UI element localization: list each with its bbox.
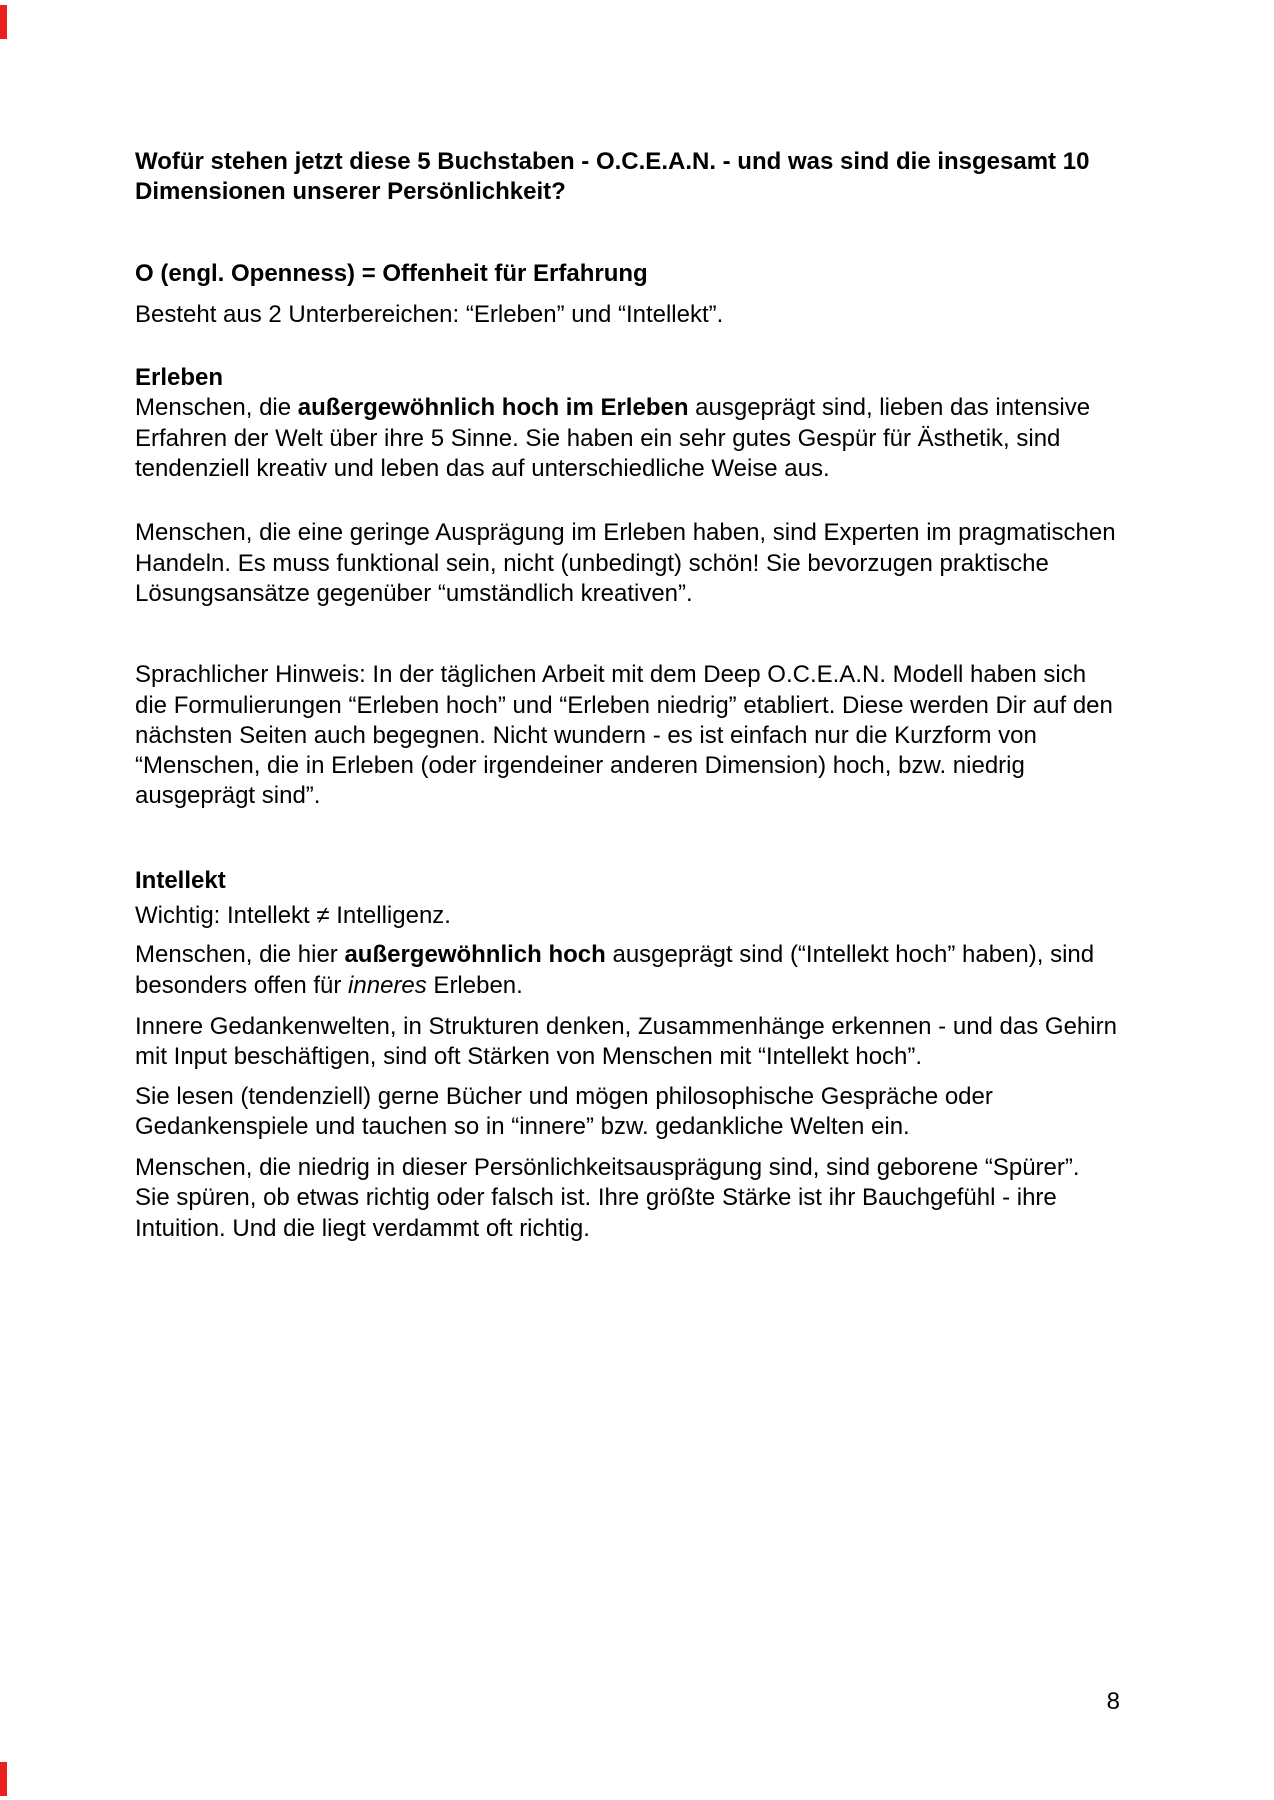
text-run: Menschen, die — [135, 394, 298, 422]
red-edge-mark-bottom — [0, 1762, 7, 1796]
text-run: außergewöhnlich hoch im Erleben — [297, 394, 689, 422]
text-run: Erleben — [135, 364, 224, 392]
text-run: Innere Gedankenwelten, in Strukturen denken, Zusammenhänge erkennen - und das Gehirn — [135, 1012, 1117, 1040]
text-run: ausgeprägt sind (“Intellekt hoch” haben), sind — [605, 941, 1095, 969]
text-run: Erfahren der Welt über ihre 5 Sinne. Sie haben ein sehr gutes Gespür für Ästhetik, sind — [135, 424, 1061, 452]
text-run: besonders offen für — [135, 971, 349, 999]
text-run: O (engl. Openness) = Offenheit für Erfahrung — [135, 259, 648, 287]
text-run: Menschen, die niedrig in dieser Persönlichkeitsausprägung sind, sind geborene “Spürer”. — [135, 1154, 1080, 1182]
paragraph — [135, 660, 1195, 811]
text-run: ausgeprägt sind, lieben das intensive — [688, 394, 1091, 422]
text-run: die Formulierungen “Erleben hoch” und “Erleben niedrig” etabliert. Diese werden Dir auf den — [135, 691, 1113, 719]
text-run: Menschen, die hier — [135, 941, 345, 969]
heading1 — [135, 147, 1195, 208]
paragraph — [135, 363, 1195, 484]
paragraph — [135, 300, 1195, 330]
text-run: Gedankenspiele und tauchen so in “innere” bzw. gedankliche Welten ein. — [135, 1112, 910, 1140]
subheading — [135, 866, 1195, 896]
text-run: Wichtig: Intellekt ≠ Intelligenz. — [135, 902, 451, 930]
paragraph — [135, 901, 1195, 931]
text-run: Menschen, die eine geringe Ausprägung im Erleben haben, sind Experten im pragmatischen — [135, 519, 1116, 547]
paragraph — [135, 940, 1195, 1001]
text-run: außergewöhnlich hoch — [344, 941, 606, 969]
text-run: “Menschen, die in Erleben (oder irgendeiner anderen Dimension) hoch, bzw. niedrig — [135, 752, 1025, 780]
page-number: 8 — [1106, 1688, 1120, 1715]
text-run: Handeln. Es muss funktional sein, nicht (unbedingt) schön! Sie bevorzugen praktische — [135, 549, 1049, 577]
text-run: Wofür stehen jetzt diese 5 Buchstaben - O.C.E.A.N. - und was sind die insgesamt 10 — [135, 148, 1090, 175]
text-run: Lösungsansätze gegenüber “umständlich kreativen”. — [135, 579, 693, 607]
text-run: Sprachlicher Hinweis: In der täglichen Arbeit mit dem Deep O.C.E.A.N. Modell haben sich — [135, 661, 1087, 689]
text-run: Besteht aus 2 Unterbereichen: “Erleben” und “Intellekt”. — [135, 300, 724, 328]
text-run: Intellekt — [135, 866, 226, 894]
text-run: inneres — [348, 971, 427, 999]
paragraph — [135, 1153, 1195, 1244]
text-run: ausgeprägt sind”. — [135, 782, 321, 810]
text-run: Sie lesen (tendenziell) gerne Bücher und mögen philosophische Gespräche oder — [135, 1082, 993, 1110]
text-run: Intuition. Und die liegt verdammt oft richtig. — [135, 1214, 590, 1242]
paragraph — [135, 1012, 1195, 1073]
heading2 — [135, 259, 1195, 289]
text-run: Dimensionen unserer Persönlichkeit? — [135, 178, 566, 206]
text-run: Sie spüren, ob etwas richtig oder falsch ist. Ihre größte Stärke ist ihr Bauchgefühl - ihre — [135, 1184, 1057, 1212]
red-edge-mark-top — [0, 5, 7, 39]
text-run: Erleben. — [426, 971, 523, 999]
text-run: nächsten Seiten auch begegnen. Nicht wundern - es ist einfach nur die Kurzform von — [135, 721, 1037, 749]
paragraph — [135, 1082, 1195, 1143]
text-run: mit Input beschäftigen, sind oft Stärken von Menschen mit “Intellekt hoch”. — [135, 1043, 923, 1071]
text-run: tendenziell kreativ und leben das auf unterschiedliche Weise aus. — [135, 455, 830, 483]
paragraph — [135, 518, 1195, 609]
document-content — [135, 147, 1195, 1244]
